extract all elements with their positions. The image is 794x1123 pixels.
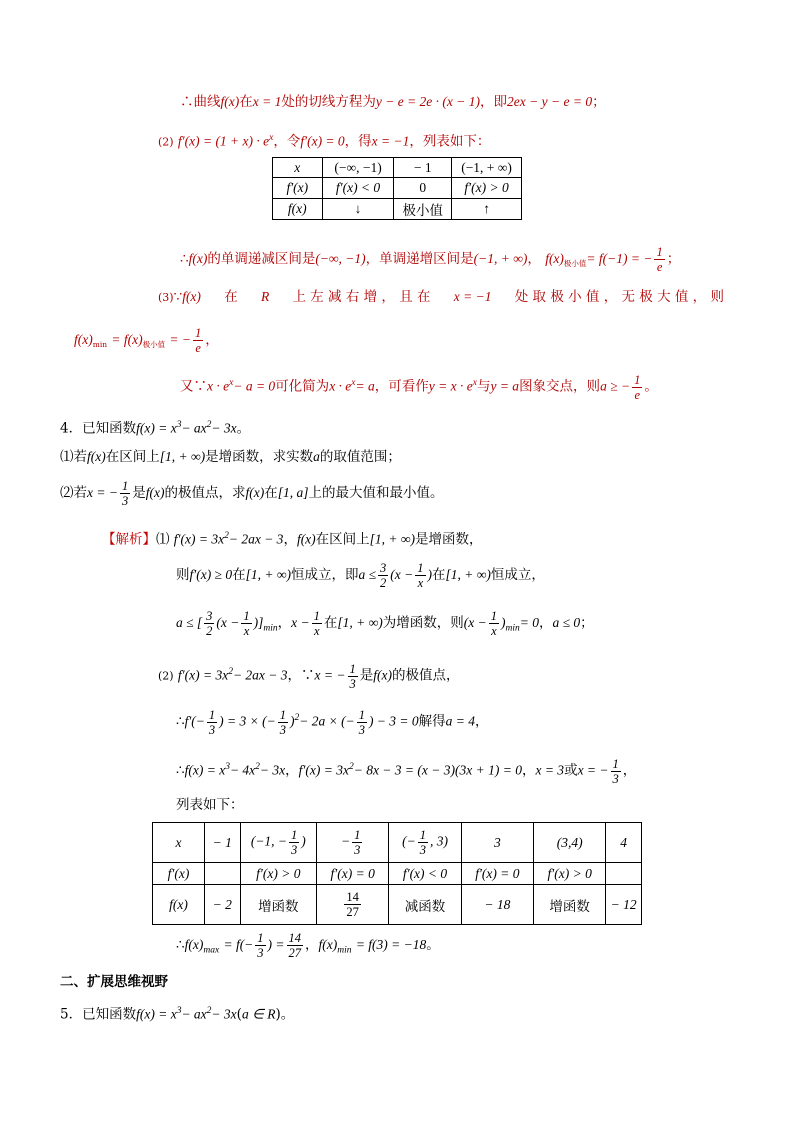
table-cell: f′(x) > 0 — [534, 863, 606, 885]
table-cell: f′(x) > 0 — [240, 863, 316, 885]
list-below-label: 列表如下： — [176, 797, 244, 813]
table-cell: f(x) — [273, 199, 323, 220]
table-cell: 0 — [394, 178, 452, 199]
table-cell: $\frac{14}{27}$ — [317, 885, 389, 925]
table-cell: (−1, − $\frac{1}{3}$ ) — [240, 823, 316, 863]
table-cell: (3,4) — [534, 823, 606, 863]
table-cell — [204, 863, 240, 885]
solution-part2-solve-a: ∴f′(− $\frac{1}{3}$ ) = 3 × (− $\frac{1}{3}$ )$^2$− 2a × (− $\frac{1}{3}$ ) − 3 = 0解得a = 4， — [176, 707, 489, 737]
line-min-value: $f(x)_{min} = f(x)_{极小值}$ = − $\frac{1}{e}$ ， — [74, 326, 219, 355]
table-cell: x — [273, 158, 323, 178]
analysis-label: 【解析】 — [102, 531, 156, 548]
problem-5-statement: 5．已知函数$f(x) = x^3- ax^2- 3x(a$ ∈ R)。 — [60, 1006, 295, 1023]
solution-max-min: $\therefore f(x)_{max} = f(-$ $\frac{1}{3}$ ) = $\frac{14}{27}$ ，$f(x)_{min} = f(3) = -18$。 — [176, 931, 440, 960]
line-monotonic-intervals: ∴f(x)的单调递减区间是(−∞, −1)，单调递增区间是(−1, + ∞)， $f(x)_{极小值}= f(-1)$ = − $\frac{1}{e}$ ； — [180, 245, 681, 274]
table-cell: − 1 — [204, 823, 240, 863]
problem-4-statement: 4．已知函数$f(x) = x^3- ax^2- 3x$。 — [60, 420, 251, 437]
solution-part1-derivative: 【解析】⑴ $f'(x) = 3x^2- 2ax - 3$，f(x)在区间上[1, + ∞)是增函数， — [102, 531, 483, 548]
solution-part1-condition: 则f′(x) ≥ 0在[1, + ∞)恒成立，即a ≤ $\frac{3}{2}$ (x − $\frac{1}{x}$ )在[1, + ∞)恒成立， — [176, 561, 545, 590]
table-cell: f′(x) — [153, 863, 205, 885]
solution-part1-result: a ≤ [ $\frac{3}{2}$ (x − $\frac{1}{x}$ )]$_{min}$，x − $\frac{1}{x}$ 在[1, + ∞)为增函数，则(x − $\frac{1}{x}$ )$_{min}= 0$，a ≤ 0； — [176, 609, 594, 638]
line-part2-derivative: (2) $f'(x) = (1 + x) \cdot e^x$，令f′(x) = 0，得x = −1，列表如下： — [158, 133, 491, 150]
table-cell: f(x) — [153, 885, 205, 925]
table-cell: f′(x) = 0 — [317, 863, 389, 885]
table-cell: (−1, + ∞) — [452, 158, 522, 178]
table-cell: − 12 — [606, 885, 642, 925]
table-cell: − 18 — [461, 885, 533, 925]
table-cell: (− $\frac{1}{3}$ , 3) — [389, 823, 461, 863]
table-cell: f′(x) — [273, 178, 323, 199]
table-cell: − 2 — [204, 885, 240, 925]
section-heading: 二、扩展思维视野 — [60, 974, 168, 990]
table-cell: f′(x) < 0 — [322, 178, 394, 199]
table-cell: 减函数 — [389, 885, 461, 925]
table-cell: 3 — [461, 823, 533, 863]
solution-part2-critical-points: ∴f(x) = $x^3- 4x^2- 3x$，$f'(x) = 3x^2- 8x - 3 = (x - 3)(3x + 1) = 0$，x = 3或x = − $\frac{1}{3}$ ， — [176, 756, 637, 786]
table-cell: f′(x) < 0 — [389, 863, 461, 885]
table-cell: f′(x) > 0 — [452, 178, 522, 199]
solution-part2-derivative: (2) $f'(x) = 3x^2- 2ax - 3$，∵x = − $\frac{1}{3}$ 是f(x)的极值点， — [158, 661, 460, 691]
table-cell: 极小值 — [394, 199, 452, 220]
line-tangent-equation: ∴曲线f(x)在x = 1处的切线方程为y − e = 2e · (x − 1)，即2ex − y − e = 0； — [180, 94, 606, 110]
table-cell: 增函数 — [534, 885, 606, 925]
line-intersection: 又∵x · $e^x- a = 0$可化简为$x \cdot e^x= a$，可看作$y = x \cdot e^x$与y = a图象交点，则a ≥ − $\frac{1}{e}$ 。 — [180, 372, 658, 402]
monotonicity-table-1 — [272, 157, 522, 220]
table-cell: (−∞, −1) — [322, 158, 394, 178]
monotonicity-table-2 — [152, 822, 642, 925]
table-cell: 增函数 — [240, 885, 316, 925]
table-cell — [606, 863, 642, 885]
table-cell: − $\frac{1}{3}$ — [317, 823, 389, 863]
table-cell: x — [153, 823, 205, 863]
problem-4-part2: ⑵若x = − $\frac{1}{3}$ 是f(x)的极值点，求f(x)在[1, a]上的最大值和最小值。 — [60, 479, 444, 508]
problem-4-part1: ⑴若f(x)在区间上[1, + ∞)是增函数，求实数a的取值范围； — [60, 449, 401, 465]
line-part3: (3)∵f(x) 在 R 上 左 减 右 增 ， 且 在 x = −1 处 取 极 小 值 ， 无 极 大 值 ， 则 — [158, 289, 724, 305]
table-cell: 4 — [606, 823, 642, 863]
table-cell: − 1 — [394, 158, 452, 178]
down-arrow-icon: ↓ — [322, 199, 394, 220]
up-arrow-icon: ↑ — [452, 199, 522, 220]
table-cell: f′(x) = 0 — [461, 863, 533, 885]
